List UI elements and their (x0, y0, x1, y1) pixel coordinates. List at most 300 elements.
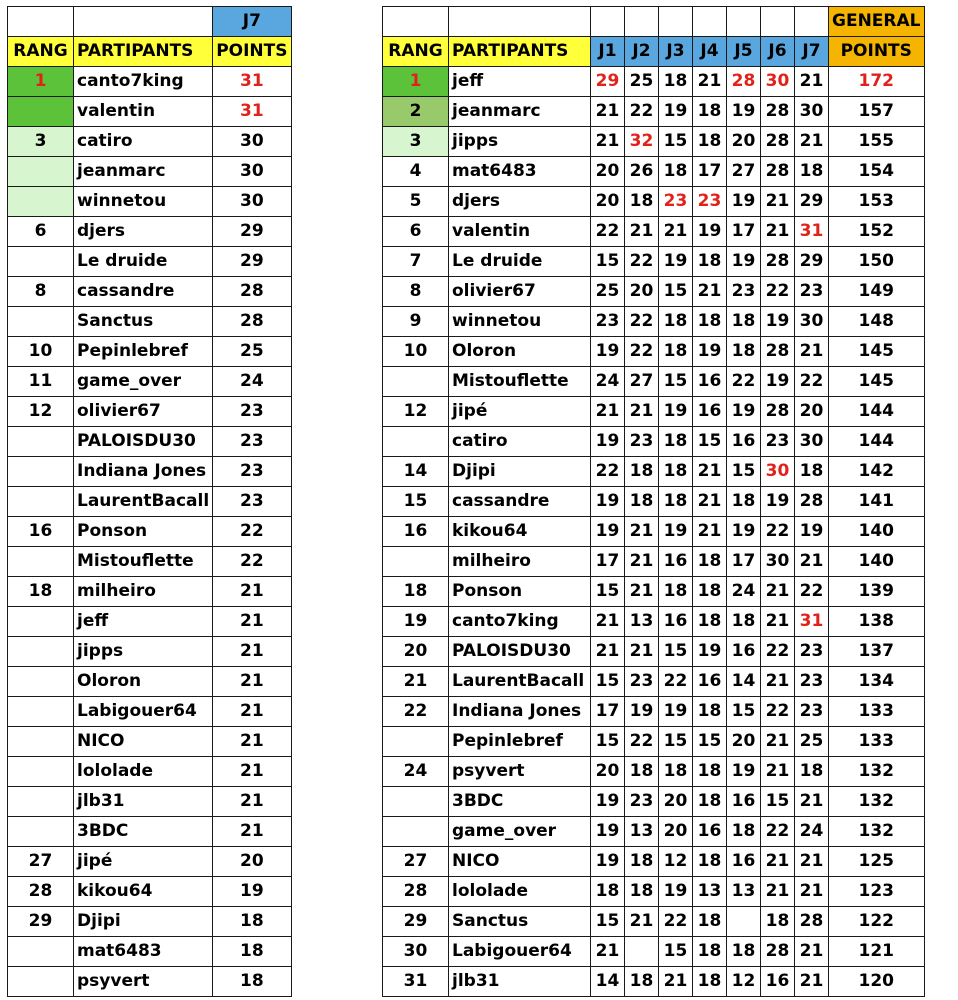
week-score-cell: 19 (727, 397, 761, 427)
participant-name: Sanctus (74, 307, 213, 337)
week-score-cell: 25 (591, 277, 625, 307)
participant-name: Oloron (74, 667, 213, 697)
total-points-cell: 148 (829, 307, 925, 337)
week-score-cell: 21 (795, 937, 829, 967)
week-score-cell: 12 (659, 847, 693, 877)
week-score-cell: 18 (625, 757, 659, 787)
week-score-cell: 21 (625, 397, 659, 427)
total-points-cell: 123 (829, 877, 925, 907)
week-score-cell: 22 (761, 277, 795, 307)
week-score-cell: 18 (727, 307, 761, 337)
week-score-cell: 31 (795, 217, 829, 247)
week-score-cell: 24 (795, 817, 829, 847)
points-cell: 31 (213, 67, 291, 97)
table-row (8, 97, 292, 127)
week-ranking-table (7, 6, 292, 997)
rank-cell: 19 (383, 607, 449, 637)
table-row (8, 577, 292, 607)
rank-cell (8, 757, 74, 787)
week-score-cell: 16 (727, 847, 761, 877)
total-points-cell: 142 (829, 457, 925, 487)
rank-cell: 15 (383, 487, 449, 517)
week-header-j3: J3 (659, 37, 693, 67)
week-score-cell: 28 (761, 247, 795, 277)
table-row (383, 907, 925, 937)
week-score-cell: 23 (591, 307, 625, 337)
week-score-cell: 15 (659, 727, 693, 757)
week-score-cell: 27 (727, 157, 761, 187)
table-row (8, 547, 292, 577)
table-row (8, 127, 292, 157)
week-score-cell: 20 (727, 727, 761, 757)
week-score-cell: 16 (693, 367, 727, 397)
week-score-cell: 22 (761, 697, 795, 727)
week-score-cell: 21 (761, 217, 795, 247)
rank-cell (8, 817, 74, 847)
points-cell: 31 (213, 97, 291, 127)
blank-cell (449, 7, 591, 37)
week-score-cell: 18 (659, 337, 693, 367)
table-row (383, 217, 925, 247)
week-score-cell: 23 (795, 697, 829, 727)
week-score-cell: 18 (591, 877, 625, 907)
week-score-cell: 20 (659, 787, 693, 817)
week-score-cell: 21 (795, 337, 829, 367)
table-row (8, 247, 292, 277)
week-score-cell: 23 (625, 667, 659, 697)
week-score-cell: 13 (693, 877, 727, 907)
table-row (8, 67, 292, 97)
blank-cell (8, 7, 74, 37)
week-score-cell: 15 (591, 667, 625, 697)
participant-name: kikou64 (74, 877, 213, 907)
table-row (383, 187, 925, 217)
week-score-cell: 22 (659, 907, 693, 937)
total-points-cell: 138 (829, 607, 925, 637)
week-score-cell: 18 (693, 967, 727, 997)
rank-cell: 29 (8, 907, 74, 937)
week-score-cell: 19 (693, 637, 727, 667)
week-score-cell: 20 (625, 277, 659, 307)
rank-cell: 21 (383, 667, 449, 697)
week-score-cell: 19 (795, 517, 829, 547)
table-row (383, 637, 925, 667)
week-score-cell: 23 (795, 667, 829, 697)
participant-name: catiro (449, 427, 591, 457)
week-score-cell: 18 (693, 307, 727, 337)
week-score-cell: 18 (693, 697, 727, 727)
week-score-cell: 19 (727, 187, 761, 217)
week-score-cell (625, 937, 659, 967)
rank-cell: 29 (383, 907, 449, 937)
week-score-cell: 21 (795, 67, 829, 97)
rank-cell (8, 187, 74, 217)
week-score-cell: 16 (659, 607, 693, 637)
total-points-cell: 153 (829, 187, 925, 217)
participant-name: cassandre (449, 487, 591, 517)
week-header-j7: J7 (795, 37, 829, 67)
rank-cell: 20 (383, 637, 449, 667)
week-score-cell: 21 (591, 937, 625, 967)
participant-name: jeanmarc (449, 97, 591, 127)
table-row (8, 397, 292, 427)
table-row (8, 787, 292, 817)
table-row (383, 427, 925, 457)
participant-name: PALOISDU30 (74, 427, 213, 457)
week-score-cell: 15 (727, 457, 761, 487)
rank-cell (8, 97, 74, 127)
week-score-cell: 15 (659, 127, 693, 157)
table-row (8, 637, 292, 667)
week-score-cell: 30 (795, 427, 829, 457)
week-score-cell: 23 (625, 427, 659, 457)
total-points-cell: 133 (829, 697, 925, 727)
participant-name: PALOISDU30 (449, 637, 591, 667)
week-score-cell: 19 (659, 517, 693, 547)
week-score-cell: 15 (591, 577, 625, 607)
rank-cell: 18 (8, 577, 74, 607)
week-score-cell: 30 (761, 457, 795, 487)
week-score-cell: 18 (659, 757, 693, 787)
week-score-cell: 31 (795, 607, 829, 637)
week-score-cell: 18 (693, 247, 727, 277)
week-score-cell: 22 (761, 637, 795, 667)
participant-name: LaurentBacall (74, 487, 213, 517)
week-score-cell: 18 (727, 337, 761, 367)
points-cell: 22 (213, 517, 291, 547)
table-row (8, 967, 292, 997)
table-row (383, 787, 925, 817)
points-cell: 25 (213, 337, 291, 367)
participant-name: jeff (449, 67, 591, 97)
week-score-cell: 18 (795, 757, 829, 787)
rank-cell (383, 727, 449, 757)
week-score-cell: 19 (625, 697, 659, 727)
points-cell: 29 (213, 247, 291, 277)
points-cell: 19 (213, 877, 291, 907)
week-score-cell: 19 (727, 757, 761, 787)
week-score-cell: 30 (761, 67, 795, 97)
week-score-cell: 18 (625, 877, 659, 907)
table-row (8, 517, 292, 547)
week-score-cell: 12 (727, 967, 761, 997)
participant-name: Le druide (449, 247, 591, 277)
participant-name: jipé (449, 397, 591, 427)
total-points-cell: 140 (829, 517, 925, 547)
week-score-cell: 21 (659, 217, 693, 247)
table-row (8, 727, 292, 757)
week-score-cell: 21 (761, 757, 795, 787)
table-row (8, 487, 292, 517)
participant-name: milheiro (74, 577, 213, 607)
blank-cell (74, 7, 213, 37)
total-points-cell: 157 (829, 97, 925, 127)
participant-name: Sanctus (449, 907, 591, 937)
table-row (8, 937, 292, 967)
week-score-cell: 21 (761, 847, 795, 877)
rank-cell: 1 (8, 67, 74, 97)
rank-header: RANG (8, 37, 74, 67)
week-score-cell: 15 (591, 727, 625, 757)
header-row (383, 37, 925, 67)
total-points-header: POINTS (829, 37, 925, 67)
points-cell: 30 (213, 157, 291, 187)
rank-cell: 14 (383, 457, 449, 487)
participant-name: Indiana Jones (449, 697, 591, 727)
rank-cell: 28 (8, 877, 74, 907)
week-score-cell: 16 (693, 667, 727, 697)
participant-name: Pepinlebref (74, 337, 213, 367)
participant-name: Labigouer64 (74, 697, 213, 727)
blank-cell (795, 7, 829, 37)
week-score-cell: 21 (795, 967, 829, 997)
week-score-cell: 21 (693, 487, 727, 517)
table-row (383, 97, 925, 127)
rank-cell (8, 667, 74, 697)
participant-name: Indiana Jones (74, 457, 213, 487)
week-score-cell: 21 (591, 607, 625, 637)
week-score-cell: 18 (693, 607, 727, 637)
week-score-cell: 20 (795, 397, 829, 427)
table-row (8, 457, 292, 487)
week-score-cell: 16 (761, 967, 795, 997)
week-score-cell: 15 (591, 247, 625, 277)
points-cell: 18 (213, 907, 291, 937)
table-row (383, 247, 925, 277)
rank-cell (8, 547, 74, 577)
rank-cell: 28 (383, 877, 449, 907)
week-score-cell: 15 (659, 637, 693, 667)
week-score-cell: 16 (727, 787, 761, 817)
rank-cell: 3 (383, 127, 449, 157)
week-score-cell: 21 (625, 517, 659, 547)
table-row (383, 727, 925, 757)
table-row (383, 547, 925, 577)
rank-cell (383, 817, 449, 847)
participant-name: game_over (449, 817, 591, 847)
rank-header: RANG (383, 37, 449, 67)
week-score-cell: 21 (591, 397, 625, 427)
total-points-cell: 155 (829, 127, 925, 157)
points-cell: 21 (213, 667, 291, 697)
rank-cell: 24 (383, 757, 449, 787)
week-score-cell: 23 (693, 187, 727, 217)
week-score-cell: 18 (625, 847, 659, 877)
rank-cell: 18 (383, 577, 449, 607)
week-score-cell: 23 (625, 787, 659, 817)
week-header-j4: J4 (693, 37, 727, 67)
week-score-cell: 18 (659, 577, 693, 607)
week-score-cell: 21 (795, 877, 829, 907)
table-row (383, 157, 925, 187)
points-header: POINTS (213, 37, 291, 67)
week-label: J7 (213, 7, 291, 37)
week-score-cell: 17 (591, 697, 625, 727)
rank-cell (8, 307, 74, 337)
week-score-cell: 18 (693, 847, 727, 877)
week-score-cell: 22 (591, 217, 625, 247)
points-cell: 23 (213, 457, 291, 487)
total-points-cell: 132 (829, 757, 925, 787)
points-cell: 21 (213, 607, 291, 637)
points-cell: 18 (213, 937, 291, 967)
table-row (383, 607, 925, 637)
table-row (383, 127, 925, 157)
participant-name: 3BDC (449, 787, 591, 817)
week-score-cell: 29 (591, 67, 625, 97)
participant-name: jlb31 (449, 967, 591, 997)
week-score-cell: 22 (591, 457, 625, 487)
rank-cell: 8 (8, 277, 74, 307)
week-score-cell: 22 (727, 367, 761, 397)
table-row (383, 307, 925, 337)
table-row (383, 937, 925, 967)
rank-cell: 16 (8, 517, 74, 547)
points-cell: 23 (213, 397, 291, 427)
week-score-cell: 18 (693, 577, 727, 607)
week-score-cell: 15 (659, 277, 693, 307)
week-score-cell: 18 (693, 907, 727, 937)
week-score-cell: 19 (693, 337, 727, 367)
participant-name: NICO (74, 727, 213, 757)
participant-name: valentin (74, 97, 213, 127)
rank-cell (8, 487, 74, 517)
table-row (383, 67, 925, 97)
week-score-cell: 21 (795, 787, 829, 817)
participant-name: jipé (74, 847, 213, 877)
week-score-cell: 21 (625, 547, 659, 577)
participant-name: lololade (449, 877, 591, 907)
week-score-cell: 19 (591, 847, 625, 877)
table-row (8, 877, 292, 907)
week-score-cell: 23 (795, 277, 829, 307)
total-points-cell: 145 (829, 367, 925, 397)
total-points-cell: 144 (829, 397, 925, 427)
week-score-cell: 28 (761, 337, 795, 367)
table-row (8, 307, 292, 337)
participant-name: Pepinlebref (449, 727, 591, 757)
week-score-cell: 24 (727, 577, 761, 607)
week-score-cell: 19 (591, 517, 625, 547)
participant-name: winnetou (449, 307, 591, 337)
week-score-cell: 17 (693, 157, 727, 187)
participant-name: Ponson (74, 517, 213, 547)
week-score-cell: 18 (625, 187, 659, 217)
week-header-j5: J5 (727, 37, 761, 67)
points-cell: 28 (213, 307, 291, 337)
table-row (383, 667, 925, 697)
rank-cell: 6 (383, 217, 449, 247)
week-score-cell: 23 (659, 187, 693, 217)
participant-name: Mistouflette (449, 367, 591, 397)
general-label-row (383, 7, 925, 37)
total-points-cell: 141 (829, 487, 925, 517)
week-score-cell: 21 (693, 517, 727, 547)
week-score-cell: 28 (761, 97, 795, 127)
total-points-cell: 139 (829, 577, 925, 607)
week-score-cell: 21 (761, 607, 795, 637)
week-score-cell: 19 (591, 427, 625, 457)
week-score-cell: 19 (727, 247, 761, 277)
week-score-cell: 22 (625, 97, 659, 127)
week-score-cell: 22 (795, 367, 829, 397)
week-score-cell: 13 (625, 817, 659, 847)
week-score-cell: 18 (693, 97, 727, 127)
week-score-cell: 19 (761, 487, 795, 517)
week-score-cell: 29 (795, 247, 829, 277)
week-score-cell: 20 (591, 187, 625, 217)
participant-name: Labigouer64 (449, 937, 591, 967)
points-cell: 22 (213, 547, 291, 577)
table-row (383, 967, 925, 997)
participant-name: jeanmarc (74, 157, 213, 187)
week-score-cell: 21 (795, 547, 829, 577)
rank-cell: 7 (383, 247, 449, 277)
points-cell: 23 (213, 487, 291, 517)
rank-cell: 27 (383, 847, 449, 877)
header-row (8, 37, 292, 67)
week-score-cell: 14 (591, 967, 625, 997)
week-score-cell: 19 (591, 487, 625, 517)
general-label: GENERAL (829, 7, 925, 37)
table-row (8, 337, 292, 367)
participant-name: mat6483 (449, 157, 591, 187)
rank-cell: 8 (383, 277, 449, 307)
week-score-cell: 21 (591, 127, 625, 157)
week-score-cell: 15 (591, 907, 625, 937)
participant-name: Le druide (74, 247, 213, 277)
table-row (383, 757, 925, 787)
week-score-cell: 18 (727, 817, 761, 847)
week-score-cell: 18 (625, 967, 659, 997)
rank-cell: 11 (8, 367, 74, 397)
table-row (383, 457, 925, 487)
week-header-j2: J2 (625, 37, 659, 67)
table-row (8, 367, 292, 397)
week-score-cell: 18 (727, 607, 761, 637)
week-score-cell: 25 (625, 67, 659, 97)
total-points-cell: 137 (829, 637, 925, 667)
table-row (383, 877, 925, 907)
week-score-cell: 17 (591, 547, 625, 577)
points-cell: 21 (213, 817, 291, 847)
table-row (383, 367, 925, 397)
rank-cell (8, 457, 74, 487)
week-score-cell: 28 (761, 397, 795, 427)
week-score-cell: 19 (659, 97, 693, 127)
table-row (8, 427, 292, 457)
rank-cell (8, 427, 74, 457)
total-points-cell: 152 (829, 217, 925, 247)
table-row (383, 577, 925, 607)
week-score-cell: 22 (795, 577, 829, 607)
total-points-cell: 144 (829, 427, 925, 457)
participant-name: cassandre (74, 277, 213, 307)
rank-cell (8, 157, 74, 187)
participant-name: psyvert (449, 757, 591, 787)
points-cell: 30 (213, 127, 291, 157)
table-row (383, 697, 925, 727)
participant-name: game_over (74, 367, 213, 397)
week-score-cell: 23 (727, 277, 761, 307)
table-row (8, 907, 292, 937)
week-score-cell: 19 (591, 817, 625, 847)
week-score-cell: 18 (625, 457, 659, 487)
week-score-cell: 22 (625, 247, 659, 277)
participants-header: PARTIPANTS (449, 37, 591, 67)
general-ranking-table (382, 6, 925, 997)
points-cell: 21 (213, 787, 291, 817)
